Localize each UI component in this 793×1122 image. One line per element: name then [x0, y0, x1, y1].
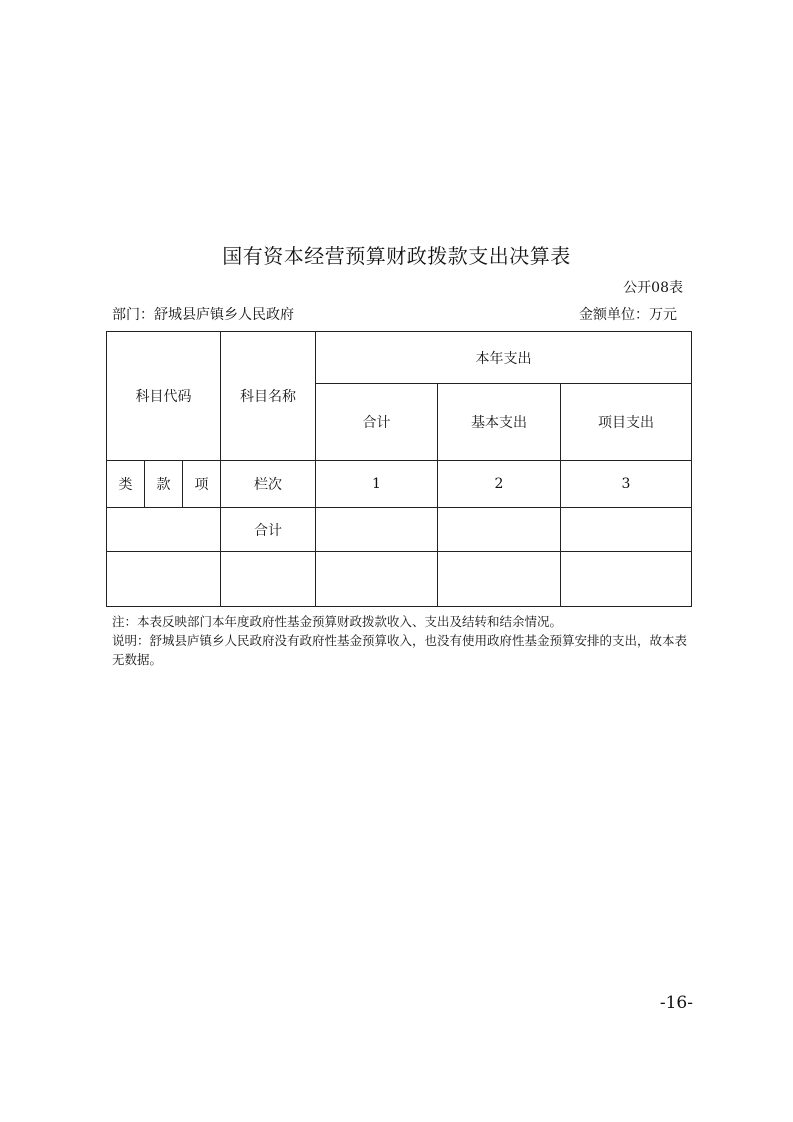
- table-explanation: 说明：舒城县庐镇乡人民政府没有政府性基金预算收入，也没有使用政府性基金预算安排的支出，故本表无数据。: [112, 633, 688, 667]
- category-header: 类: [107, 461, 145, 508]
- total-row-label: 合计: [221, 508, 316, 552]
- column-no-header: 栏次: [221, 461, 316, 508]
- empty-basic-cell: [438, 552, 561, 607]
- column-number-row: [107, 461, 692, 508]
- amount-unit-label: 金额单位：万元: [579, 307, 677, 323]
- subject-name-header: 科目名称: [221, 332, 316, 461]
- total-row-total-cell: [316, 508, 438, 552]
- total-row-project-cell: [561, 508, 692, 552]
- project-expense-header: 项目支出: [561, 384, 692, 461]
- empty-total-cell: [316, 552, 438, 607]
- total-row: [107, 508, 692, 552]
- total-row-basic-cell: [438, 508, 561, 552]
- basic-expense-header: 基本支出: [438, 384, 561, 461]
- total-header: 合计: [316, 384, 438, 461]
- empty-data-row: [107, 552, 692, 607]
- current-year-expense-header: 本年支出: [316, 332, 692, 384]
- form-number: 公开08表: [623, 280, 683, 296]
- header-row-1: [107, 332, 692, 384]
- total-row-code-cell: [107, 508, 221, 552]
- page-title: 国有资本经营预算财政拨款支出决算表: [222, 244, 571, 268]
- empty-project-cell: [561, 552, 692, 607]
- column-2-number: 2: [438, 461, 561, 508]
- item-header: 项: [183, 461, 221, 508]
- column-3-number: 3: [561, 461, 692, 508]
- expense-table: [106, 331, 692, 607]
- page-number: -16-: [659, 993, 693, 1013]
- subject-code-header: 科目代码: [107, 332, 221, 461]
- department-label: 部门：舒城县庐镇乡人民政府: [112, 307, 294, 323]
- section-header: 款: [145, 461, 183, 508]
- notes-section: [112, 612, 692, 669]
- empty-name-cell: [221, 552, 316, 607]
- column-1-number: 1: [316, 461, 438, 508]
- empty-code-cell: [107, 552, 221, 607]
- table-note: 注：本表反映部门本年度政府性基金预算财政拨款收入、支出及结转和结余情况。: [112, 614, 563, 629]
